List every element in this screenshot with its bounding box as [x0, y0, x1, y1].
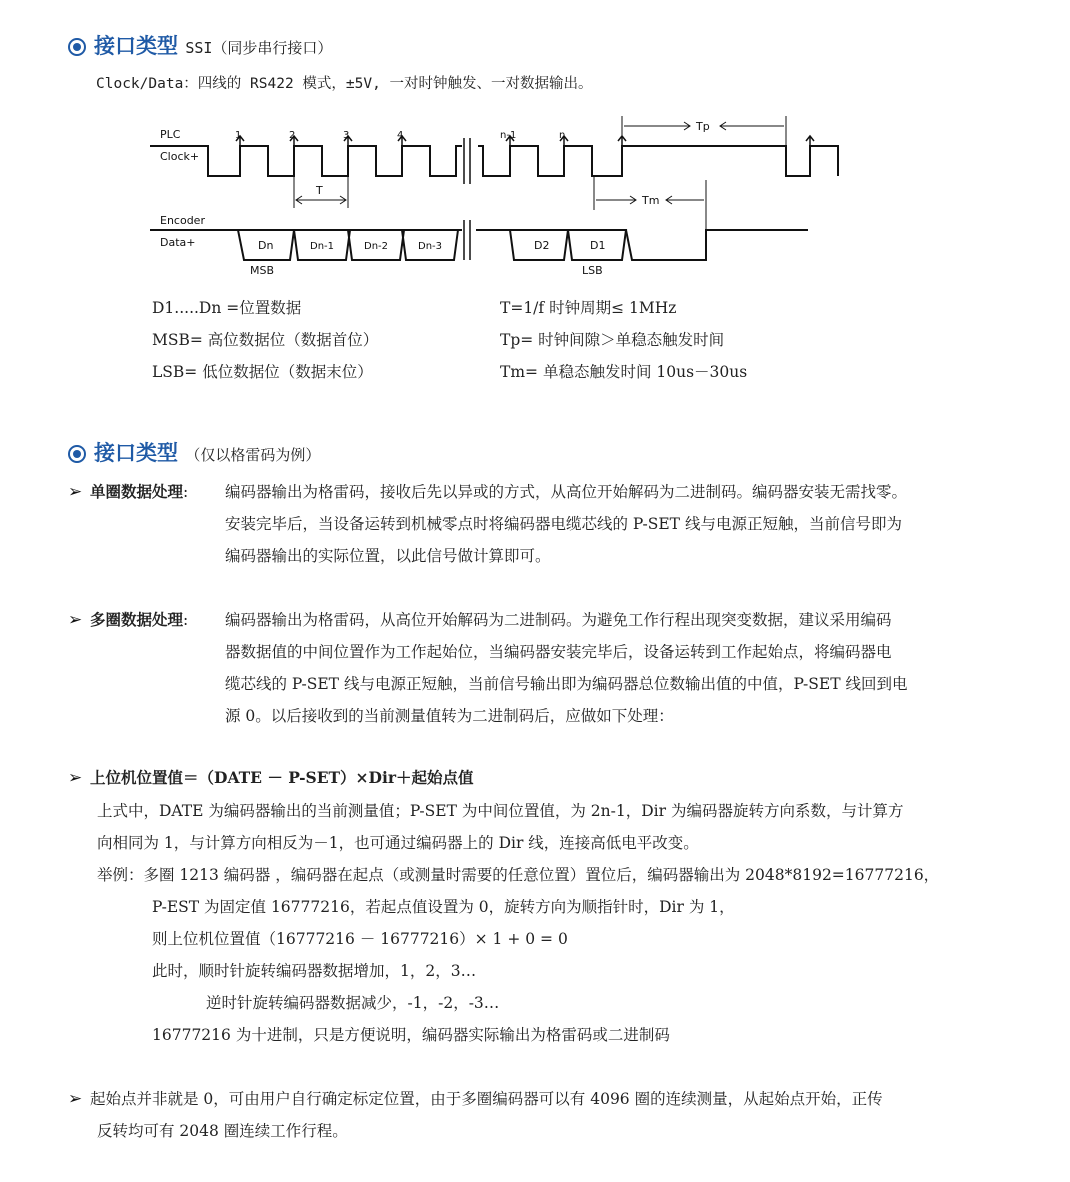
section1-subtitle: SSI（同步串行接口）: [185, 39, 333, 57]
clock-data-line: Clock/Data：四线的 RS422 模式，±5V, 一对时钟触发、一对数据输出。: [96, 76, 593, 92]
pulse-num-1: 1: [235, 130, 242, 141]
example-line-1: 举例：多圈 1213 编码器 ，编码器在起点（或测量时需要的任意位置）置位后，编码器输出为 2048*8192=16777216，: [97, 866, 940, 884]
bit-dn-2: Dn-2: [364, 241, 389, 252]
def-d1-dn: D1.....Dn =位置数据: [152, 299, 302, 317]
bullet-circle-icon: [68, 445, 86, 463]
pulse-num-3: 3: [343, 130, 350, 141]
formula: 上位机位置值＝（DATE － P-SET）×Dir＋起始点值: [90, 768, 474, 787]
formula-text-1: 上式中，DATE 为编码器输出的当前测量值；P-SET 为中间位置值，为 2n-1，Dir 为编码器旋转方向系数，与计算方: [97, 802, 904, 820]
arrow-bullet-icon: ➢: [68, 768, 83, 788]
encoder-label: Encoder: [160, 214, 205, 227]
definitions-right: [500, 292, 747, 388]
formula-line: [68, 762, 474, 794]
single-line-3: 编码器输出的实际位置，以此信号做计算即可。: [225, 547, 551, 565]
section1-heading: [68, 30, 332, 60]
multi-turn-label: 多圈数据处理: [90, 610, 184, 629]
definitions-left: [152, 292, 378, 388]
clock-label: Clock+: [160, 150, 200, 163]
multi-line-3: 缆芯线的 P-SET 线与电源正短触，当前信号输出即为编码器总位数输出值的中值，P-SET 线回到电: [225, 675, 908, 693]
example-line-3: 则上位机位置值（16777216 － 16777216）× 1 + 0 = 0: [152, 930, 568, 948]
pulse-num-n: n: [559, 130, 566, 141]
plc-label: PLC: [160, 128, 181, 141]
bit-d1: D1: [590, 239, 606, 252]
example-detail: [152, 891, 735, 1051]
def-t: T=1/f 时钟周期≤ 1MHz: [500, 299, 677, 317]
single-turn-label: 单圈数据处理: [90, 482, 184, 501]
start-point-block-2: [97, 1115, 348, 1147]
example-line-2: P-EST 为固定值 16777216，若起点值设置为 0，旋转方向为顺指针时，Dir 为 1，: [152, 898, 735, 916]
data-label: Data+: [160, 236, 196, 249]
lsb-label: LSB: [582, 264, 603, 277]
example-line-4: 此时，顺时针旋转编码器数据增加，1，2，3…: [152, 962, 477, 980]
pulse-num-n-1: n-1: [500, 130, 517, 141]
example-line-5: 逆时针旋转编码器数据减少，-1，-2，-3…: [206, 994, 500, 1012]
bit-dn-1: Dn-1: [310, 241, 335, 252]
example-block: [97, 859, 939, 891]
formula-text-2: 向相同为 1，与计算方向相反为－1，也可通过编码器上的 Dir 线，连接高低电平改变。: [97, 834, 699, 852]
multi-line-4: 源 0。以后接收到的当前测量值转为二进制码后，应做如下处理：: [225, 707, 674, 725]
example-line-6: 16777216 为十进制，只是方便说明，编码器实际输出为格雷码或二进制码: [152, 1026, 670, 1044]
def-msb: MSB= 高位数据位（数据首位）: [152, 331, 379, 349]
arrow-bullet-icon: ➢: [68, 1089, 83, 1109]
bit-d2: D2: [534, 239, 550, 252]
start-point-block: [68, 1083, 883, 1115]
multi-turn-block: ➢ 多圈数据处理:: [68, 604, 188, 636]
ssi-timing-diagram: [150, 110, 850, 280]
start-line-2: 反转均可有 2048 圈连续工作行程。: [97, 1122, 348, 1140]
bullet-circle-icon: [68, 38, 86, 56]
section2-title: 接口类型: [94, 441, 178, 465]
section2-heading: [68, 437, 320, 467]
tp-label: Tp: [696, 120, 710, 133]
arrow-bullet-icon: ➢: [68, 610, 83, 630]
bit-dn-3: Dn-3: [418, 241, 443, 252]
bit-dn: Dn: [258, 239, 274, 252]
section1-title: 接口类型: [94, 34, 178, 58]
multi-line-1: 编码器输出为格雷码，从高位开始解码为二进制码。为避免工作行程出现突变数据，建议采用编码: [225, 611, 892, 629]
pulse-num-4: 4: [397, 130, 404, 141]
multi-line-2: 器数据值的中间位置作为工作起始位，当编码器安装完毕后，设备运转到工作起始点，将编码器电: [225, 643, 892, 661]
tm-label: Tm: [642, 194, 660, 207]
single-turn-block: ➢ 单圈数据处理:: [68, 476, 188, 508]
section2-subtitle: （仅以格雷码为例）: [185, 446, 321, 464]
msb-label: MSB: [250, 264, 275, 277]
single-turn-text: [225, 476, 907, 572]
def-lsb: LSB= 低位数据位（数据末位）: [152, 363, 373, 381]
single-line-2: 安装完毕后，当设备运转到机械零点时将编码器电缆芯线的 P-SET 线与电源正短触，当前信号即为: [225, 515, 902, 533]
multi-turn-text: [225, 604, 907, 732]
pulse-num-2: 2: [289, 130, 296, 141]
def-tp: Tp= 时钟间隙＞单稳态触发时间: [500, 331, 725, 349]
single-line-1: 编码器输出为格雷码，接收后先以异或的方式，从高位开始解码为二进制码。编码器安装无需找零。: [225, 483, 908, 501]
arrow-bullet-icon: ➢: [68, 482, 83, 502]
formula-explanation: [97, 795, 903, 859]
t-label: T: [316, 184, 323, 197]
def-tm: Tm= 单稳态触发时间 10us－30us: [500, 363, 748, 381]
start-line-1: 起始点并非就是 0，可由用户自行确定标定位置，由于多圈编码器可以有 4096 圈的连续测量，从起始点开始，正传: [90, 1090, 883, 1108]
